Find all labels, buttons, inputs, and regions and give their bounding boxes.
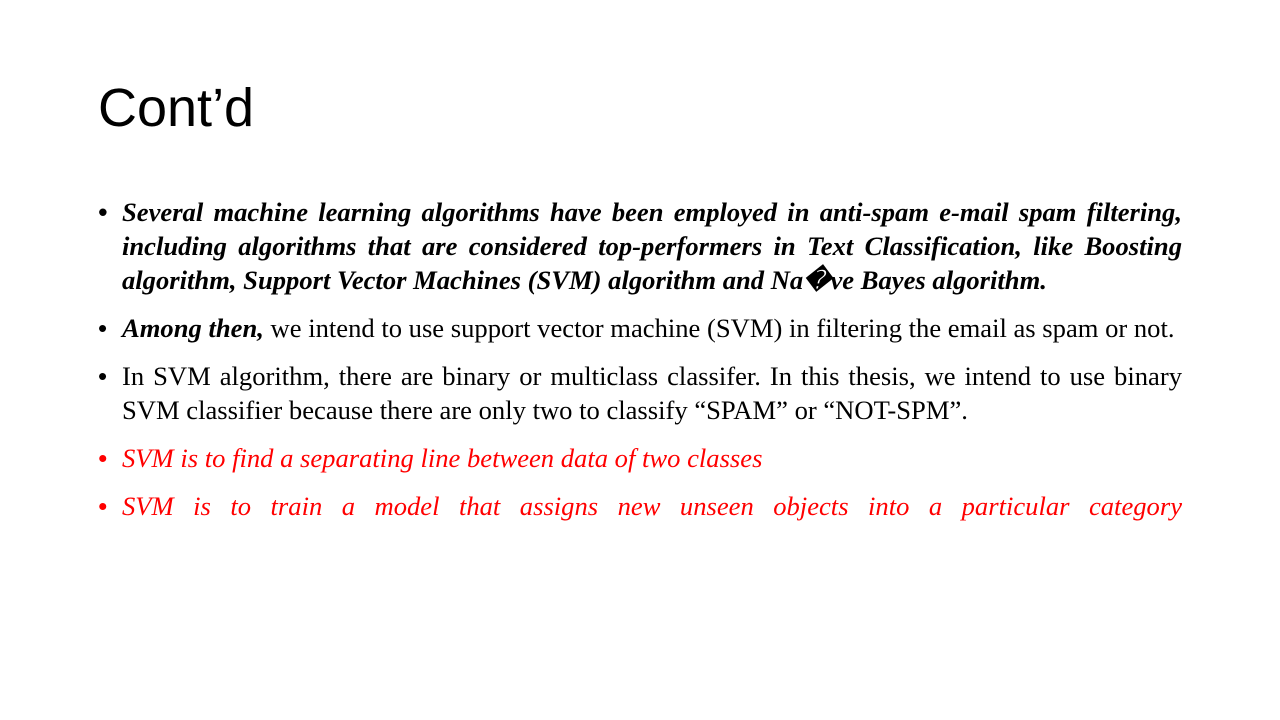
bullet-item-svm-intent	[98, 311, 1182, 345]
bullet-marker: •	[98, 197, 108, 227]
bullet-item-ml-algorithms	[98, 195, 1182, 297]
bullet-lead-text: Among then,	[122, 313, 264, 343]
slide-title: Cont’d	[98, 78, 255, 138]
bullet-marker: •	[98, 491, 108, 521]
bullet-text: Several machine learning algorithms have been employed in anti-spam e-mail spam filtering, including algorithms that are considered top-performers in Text Classification, like Boosting algorithm, Support Vector Machines (SVM) algorithm and Na�ve Bayes algorithm.	[122, 197, 1182, 295]
bullet-marker: •	[98, 443, 108, 473]
bullet-item-binary-classifier	[98, 359, 1182, 427]
bullet-list	[98, 195, 1182, 537]
bullet-text: In SVM algorithm, there are binary or multiclass classifer. In this thesis, we intend to use binary SVM classifier because there are only two to classify “SPAM” or “NOT-SPM”.	[122, 361, 1182, 425]
bullet-text: SVM is to train a model that assigns new unseen objects into a particular category	[122, 491, 1182, 521]
bullet-text: SVM is to find a separating line between data of two classes	[122, 443, 763, 473]
bullet-text: we intend to use support vector machine (SVM) in filtering the email as spam or not.	[263, 313, 1175, 343]
bullet-marker: •	[98, 313, 108, 343]
bullet-item-train-model	[98, 489, 1182, 523]
bullet-item-separating-line	[98, 441, 1182, 475]
bullet-marker: •	[98, 361, 108, 391]
